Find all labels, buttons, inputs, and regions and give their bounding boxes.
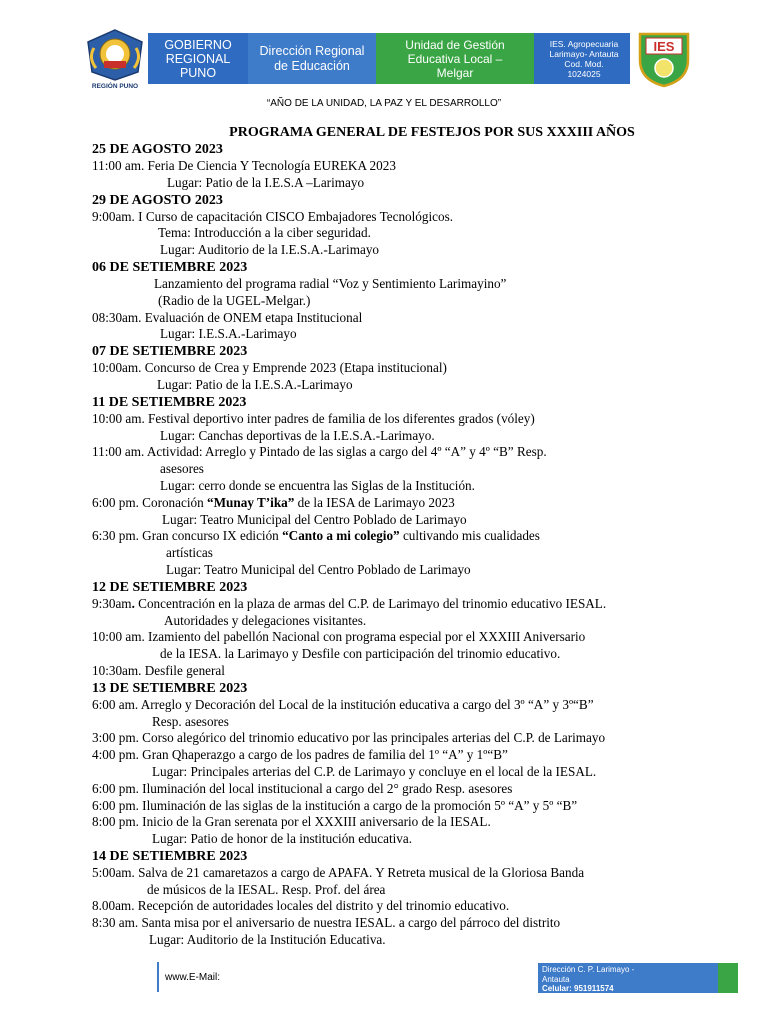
- event-line: artísticas: [166, 545, 213, 561]
- event-line: Lugar: Auditorio de la I.E.S.A.-Larimayo: [160, 242, 380, 258]
- event-line-text: cultivando mis cualidades: [399, 528, 540, 544]
- header-box-line: 1024025: [567, 68, 601, 79]
- header-box-line: Unidad de Gestión: [405, 37, 505, 52]
- event-date-heading: 07 DE SETIEMBRE 2023: [92, 344, 248, 360]
- event-date-heading: 06 DE SETIEMBRE 2023: [92, 259, 248, 275]
- event-line: Lugar: I.E.S.A.-Larimayo: [160, 326, 297, 342]
- event-line-highlight: “Munay T’ika”: [207, 494, 295, 510]
- header-box-line: PUNO: [179, 65, 217, 80]
- event-line: 11:00 am. Feria De Ciencia Y Tecnología EUREKA 2023: [92, 158, 396, 173]
- event-line: Tema: Introducción a la ciber seguridad.: [158, 225, 371, 241]
- event-line: Lugar: Principales arterias del C.P. de Larimayo y concluye en el local de la IESAL.: [152, 763, 597, 779]
- event-date-heading: 13 DE SETIEMBRE 2023: [92, 680, 248, 696]
- header-box-line: Cod. Mod.: [564, 58, 604, 69]
- event-line: Resp. asesores: [152, 713, 229, 729]
- event-line: 6:00 pm. Iluminación del local institucional a cargo del 2° grado Resp. asesores: [92, 780, 513, 796]
- event-date-heading: 14 DE SETIEMBRE 2023: [92, 848, 248, 864]
- event-line-text: 6:30 pm. Gran concurso IX edición: [92, 528, 283, 544]
- footer-address-line: Dirección C. P. Larimayo -: [542, 965, 635, 974]
- event-line: Lugar: Teatro Municipal del Centro Poblado de Larimayo: [166, 561, 471, 577]
- header-box-gobierno: [148, 33, 248, 84]
- event-line: 11:00 am. Actividad: Arreglo y Pintado de las siglas a cargo del 4º “A” y 4º “B” Resp.: [92, 444, 547, 460]
- event-line: Lugar: Teatro Municipal del Centro Poblado de Larimayo: [162, 511, 467, 527]
- footer-accent: [718, 963, 738, 993]
- event-line: 08:30am. Evaluación de ONEM etapa Institucional: [92, 309, 363, 325]
- event-line: Lanzamiento del programa radial “Voz y Sentimiento Larimayino”: [154, 275, 507, 291]
- event-line: Lugar: Canchas deportivas de la I.E.S.A.-Larimayo.: [160, 427, 435, 443]
- region-puno-caption: REGIÓN PUNO: [91, 83, 139, 90]
- footer-divider: [157, 962, 159, 992]
- event-line: 5:00am. Salva de 21 camaretazos a cargo de APAFA. Y Retreta musical de la Gloriosa Banda: [92, 864, 585, 880]
- event-line: Lugar: Patio de honor de la institución educativa.: [152, 831, 413, 847]
- header-box-line: REGIONAL: [165, 51, 231, 66]
- header-box-line: de Educación: [274, 58, 350, 73]
- event-line: 10:30am. Desfile general: [92, 662, 225, 678]
- event-line: 8.00am. Recepción de autoridades locales del distrito y del trinomio educativo.: [92, 898, 510, 914]
- footer-contact-panel: [538, 963, 718, 993]
- event-line: [92, 596, 752, 613]
- ies-shield-logo: [636, 30, 692, 88]
- event-date-heading: 25 DE AGOSTO 2023: [92, 142, 223, 157]
- event-date-heading: 11 DE SETIEMBRE 2023: [92, 394, 247, 410]
- header-box-line: Dirección Regional: [259, 43, 365, 58]
- event-line: 10:00 am. Festival deportivo inter padres de familia de los diferentes grados (vóley): [92, 410, 535, 426]
- footer-phone: Celular: 951911574: [542, 984, 614, 993]
- event-line: [92, 528, 752, 545]
- ies-logo-text: IES: [653, 39, 675, 54]
- event-line: Lugar: Auditorio de la Institución Educativa.: [149, 932, 386, 948]
- event-line: 4:00 pm. Gran Qhaperazgo a cargo de los padres de familia del 1º “A” y 1º“B”: [92, 747, 508, 763]
- event-line: (Radio de la UGEL-Melgar.): [158, 292, 311, 308]
- footer-address-line: Antauta: [542, 974, 570, 984]
- event-line: 6:00 pm. Iluminación de las siglas de la institución a cargo de la promoción 5º “A” y 5º “B”: [92, 797, 578, 813]
- event-line: 10:00am. Concurso de Crea y Emprende 2023 (Etapa institucional): [92, 360, 447, 376]
- header-box-line: IES. Agropecuaria: [549, 38, 619, 49]
- header-box-direccion: [248, 33, 376, 84]
- event-line: Lugar: cerro donde se encuentra las Siglas de la Institución.: [160, 477, 475, 493]
- event-date-heading: 29 DE AGOSTO 2023: [92, 192, 223, 208]
- region-puno-logo: [84, 28, 146, 90]
- header-box-ugel: [376, 33, 534, 84]
- event-line: Autoridades y delegaciones visitantes.: [164, 612, 367, 628]
- event-line: 9:00am. I Curso de capacitación CISCO Embajadores Tecnológicos.: [92, 208, 454, 224]
- event-line-highlight: “Canto a mi colegio”: [282, 528, 400, 544]
- header-box-line: Larimayo- Antauta: [549, 48, 619, 59]
- header-box-line: GOBIERNO: [164, 37, 232, 52]
- footer-contact-box: [538, 963, 738, 993]
- header-box-ies: [534, 33, 630, 84]
- event-line: Lugar: Patio de la I.E.S.A –Larimayo: [167, 174, 365, 190]
- event-line: de músicos de la IESAL. Resp. Prof. del área: [147, 881, 386, 897]
- year-motto: “AÑO DE LA UNIDAD, LA PAZ Y EL DESARROLLO”: [266, 98, 502, 109]
- program-lines: [92, 141, 752, 949]
- header-box-line: Educativa Local –: [407, 51, 503, 66]
- program-content: [92, 124, 752, 949]
- event-line-text: de la IESA de Larimayo 2023: [294, 494, 455, 510]
- event-line: [92, 495, 752, 512]
- header-box-line: Melgar: [436, 65, 474, 80]
- event-line: 10:00 am. Izamiento del pabellón Nacional con programa especial por el XXXIII Aniversario: [92, 629, 586, 645]
- event-date-heading: 12 DE SETIEMBRE 2023: [92, 579, 248, 595]
- event-line: asesores: [160, 461, 204, 477]
- footer-email: www.E-Mail:: [165, 972, 221, 983]
- program-title: PROGRAMA GENERAL DE FESTEJOS POR SUS XXXIII AÑOS: [229, 125, 635, 140]
- event-line: Lugar: Patio de la I.E.S.A.-Larimayo: [157, 376, 353, 392]
- event-line-text: Concentración en la plaza de armas del C.P. de Larimayo del trinomio educativo IESAL.: [134, 595, 607, 611]
- event-line: 3:00 pm. Corso alegórico del trinomio educativo por las principales arterias del C.P. de Larimayo: [92, 730, 606, 746]
- event-line-text: 6:00 pm. Coronación: [92, 494, 208, 510]
- event-line-text: 9:30am: [92, 595, 132, 611]
- event-line: 8:00 pm. Inicio de la Gran serenata por el XXXIII aniversario de la IESAL.: [92, 814, 491, 830]
- event-line: 8:30 am. Santa misa por el aniversario de nuestra IESAL. a cargo del párroco del distrito: [92, 915, 561, 931]
- event-line: 6:00 am. Arreglo y Decoración del Local de la institución educativa a cargo del 3º “A” y 3º“B”: [92, 696, 594, 712]
- event-line: de la IESA. la Larimayo y Desfile con participación del trinomio educativo.: [160, 646, 561, 662]
- event-line-highlight: .: [131, 595, 135, 611]
